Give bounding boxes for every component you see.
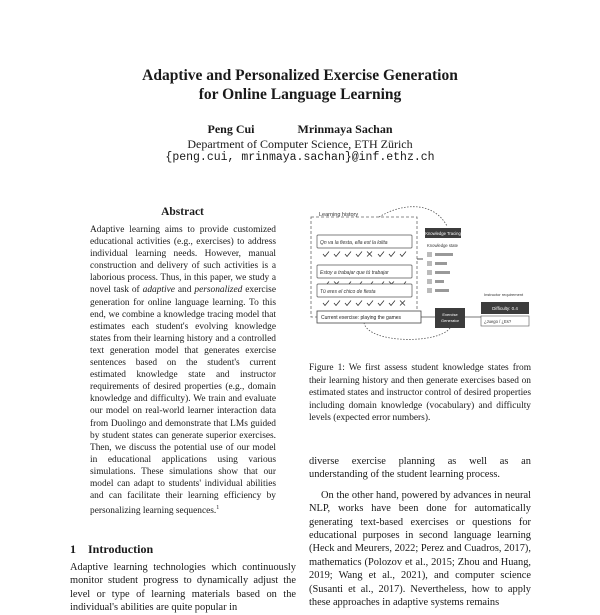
exercise-text-3: Tú eres el chico de fiesta	[320, 289, 376, 295]
abstract-em-personalized: personalized	[194, 285, 243, 296]
check-mark-icon	[323, 301, 329, 306]
top-arrow	[379, 207, 447, 226]
author-email: {peng.cui, mrinmaya.sachan}@inf.ethz.ch	[165, 151, 435, 164]
difficulty-value: Difficulty: 0.4	[492, 306, 518, 311]
check-mark-icon	[389, 301, 395, 306]
knowledge-tracing-label: Knowledge Tracing	[425, 231, 461, 236]
marks-row-3	[323, 301, 405, 306]
generated-exercise-text: Current exercise: playing the games	[321, 315, 402, 321]
abstract-text-1: Adaptive learning aims to provide customized educational activities (e.g., exercises) to address individual learning needs. However, manual construction and delivery of such activities is a laborious process. Thus, in this paper, we study a novel task of	[90, 225, 276, 296]
author-2: Mrinmaya Sachan	[297, 122, 393, 136]
check-mark-icon	[334, 301, 340, 306]
affiliation: Department of Computer Science, ETH Zürich	[187, 137, 413, 151]
abstract-text-3: exercise generation for online language learning. To this end, we combine a knowledge tracing model that estimates each student's evolving knowledge states from their learning history and a controlled text generation model that generates exercise sentences based on the student's current estimated knowledge state and instructor requirements of desired properties (e.g., domain knowledge and difficulty). We train and evaluate our model on real-world learner interaction data from Duolingo and demonstrate that LMs guided by student states can generate superior exercises. Then, we discuss the potential use of our model in educational applications using various simulations. These simulations show that our model can adapt to students' individual abilities and can facilitate their learning efficiency by personalizing learning sequences.	[90, 285, 276, 517]
state-cell	[427, 279, 432, 284]
section-number: 1	[70, 542, 76, 556]
knowledge-state-label: Knowledge state	[427, 243, 458, 248]
check-mark-icon	[389, 252, 395, 257]
authors	[0, 122, 600, 137]
generator-label-1: Exercise	[442, 312, 458, 317]
section-heading-introduction	[70, 542, 153, 557]
state-bar	[435, 289, 449, 292]
abstract-heading: Abstract	[161, 206, 204, 218]
check-mark-icon	[378, 252, 384, 257]
check-mark-icon	[378, 301, 384, 306]
knowledge-state-bars	[427, 252, 453, 293]
footnote-mark: 1	[216, 505, 220, 512]
check-mark-icon	[356, 252, 362, 257]
cross-mark-icon	[367, 252, 372, 257]
figure-1	[309, 204, 531, 354]
state-bar	[435, 271, 450, 274]
figure-caption: Figure 1: We first assess student knowledge states from their learning history and then generate exercises based on estimated states and instructor control of desired properties including domain knowledge (vocabulary) and difficulty levels (expected error numbers).	[309, 363, 531, 424]
marks-row-1	[323, 252, 406, 257]
state-bar	[435, 262, 447, 265]
abstract-text-2: and	[174, 285, 195, 296]
state-bar	[435, 280, 444, 283]
check-mark-icon	[345, 252, 351, 257]
exercise-text-1: Qn va la fiesta, ella est la lolita	[320, 240, 388, 246]
check-mark-icon	[400, 252, 406, 257]
paper-title-line-1: Adaptive and Personalized Exercise Generation	[142, 67, 458, 84]
state-cell	[427, 252, 432, 257]
abstract-em-adaptive: adaptive	[142, 285, 175, 296]
instructor-label: Instructor requirement	[484, 292, 524, 297]
right-continuation: diverse exercise planning as well as an understanding of the student learning process.	[309, 456, 531, 481]
generator-label-2: Generator	[440, 318, 460, 323]
cross-mark-icon	[400, 301, 405, 306]
state-bar	[435, 253, 453, 256]
check-mark-icon	[345, 301, 351, 306]
state-cell	[427, 270, 432, 275]
right-paragraph: On the other hand, powered by advances in neural NLP, works have been done for automatically generating text-based exercises or questions for educational purposes in second language learning (Heck and Meurers, 2022; Perez and Cuadros, 2017), mathematics (Polozov et al., 2015; Zhou and Huang, 2019; Wang et al., 2021), and computer science (Susanti et al., 2017). Nevertheless, how to apply these approaches in adaptive systems remains	[309, 489, 531, 609]
state-cell	[427, 288, 432, 293]
learning-history-label: Learning history	[319, 212, 359, 218]
section-title: Introduction	[88, 542, 154, 556]
check-mark-icon	[367, 301, 373, 306]
right-column-text	[309, 455, 531, 609]
introduction-text: Adaptive learning technologies which continuously monitor student progress to dynamically adjust the level or type of learning materials based on the individual's abilities are quite popular in	[70, 562, 296, 614]
author-1: Peng Cui	[207, 122, 255, 136]
abstract-body	[90, 224, 276, 517]
paper-title-line-2: for Online Language Learning	[198, 86, 402, 103]
check-mark-icon	[334, 252, 340, 257]
vocab-words: ¿Juego / ¿Es?	[484, 319, 512, 324]
state-cell	[427, 261, 432, 266]
check-mark-icon	[323, 252, 329, 257]
figure-diagram	[309, 204, 531, 354]
check-mark-icon	[356, 301, 362, 306]
exercise-text-2: Estoy a trabajar que tú trabajar	[320, 270, 389, 276]
